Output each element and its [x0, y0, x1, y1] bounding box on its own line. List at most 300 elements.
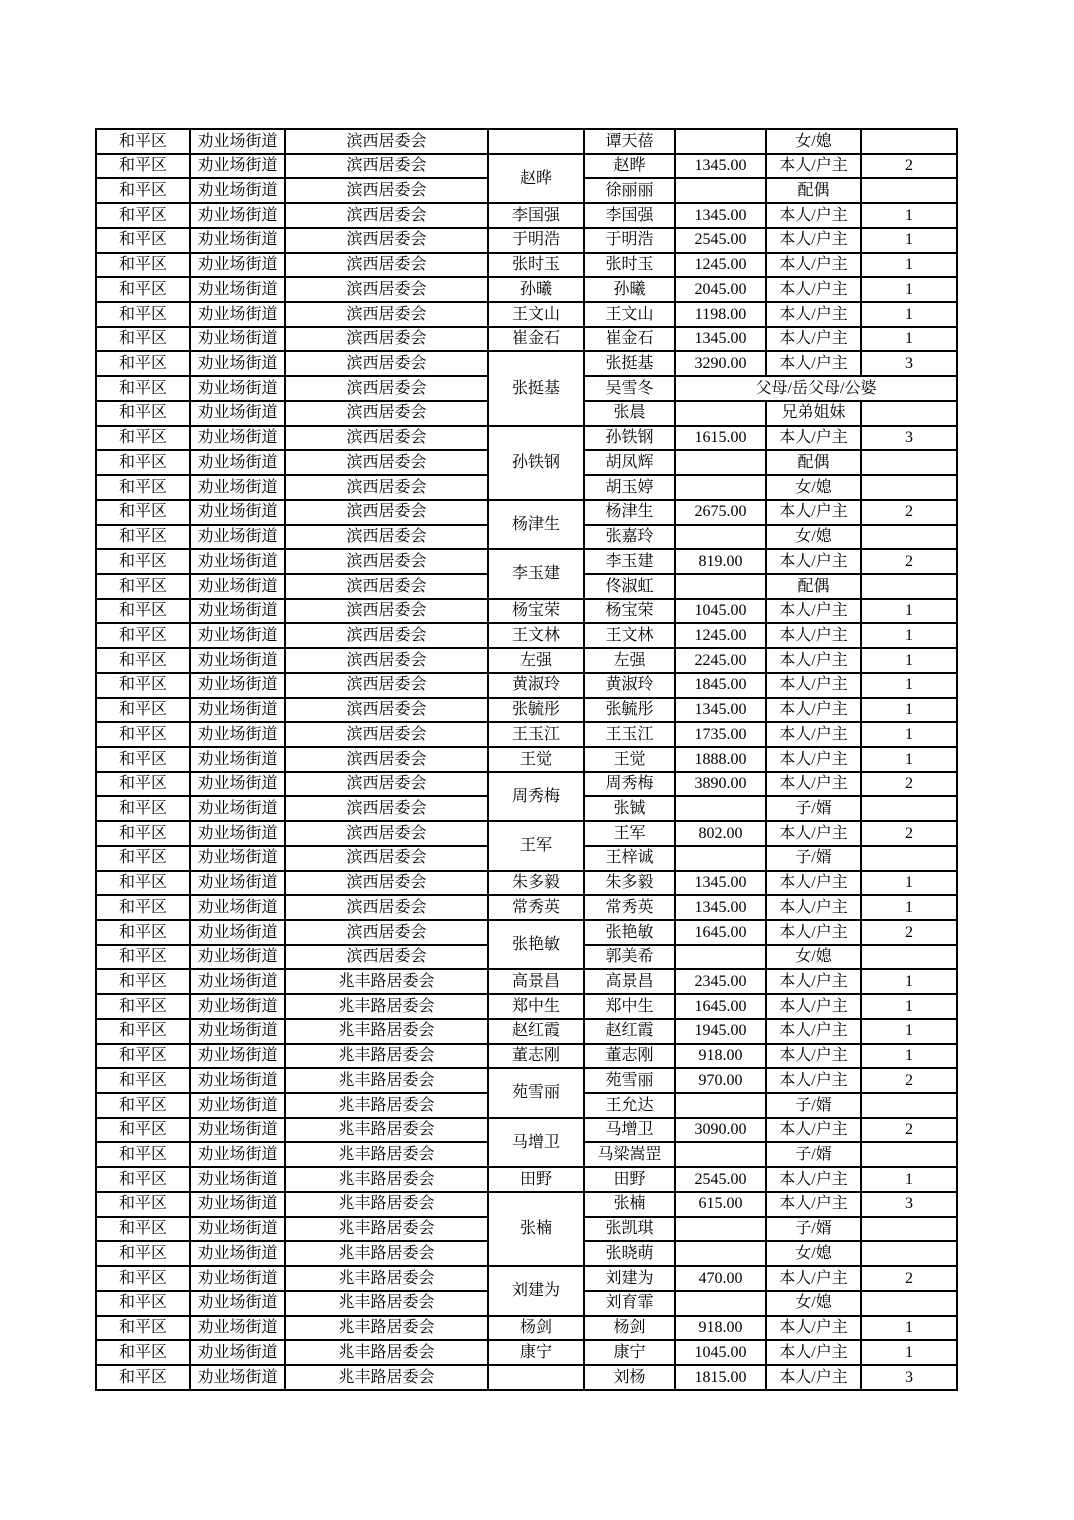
count-cell [861, 1291, 957, 1316]
committee-cell: 滨西居委会 [285, 154, 488, 179]
street-cell: 劝业场街道 [190, 969, 285, 994]
street-cell: 劝业场街道 [190, 1217, 285, 1242]
member-name-cell: 常秀英 [584, 895, 675, 920]
committee-cell: 兆丰路居委会 [285, 1093, 488, 1118]
district-cell: 和平区 [96, 450, 190, 475]
household-head-cell: 张毓彤 [488, 698, 584, 723]
household-head-cell: 常秀英 [488, 895, 584, 920]
district-cell: 和平区 [96, 1340, 190, 1365]
relation-cell: 女/媳 [766, 129, 861, 154]
amount-cell: 1345.00 [675, 895, 766, 920]
household-head-cell: 康宁 [488, 1340, 584, 1365]
district-cell: 和平区 [96, 1192, 190, 1217]
member-name-cell: 张挺基 [584, 351, 675, 376]
relation-cell: 本人/户主 [766, 698, 861, 723]
district-cell: 和平区 [96, 1019, 190, 1044]
committee-cell: 兆丰路居委会 [285, 1241, 488, 1266]
district-cell: 和平区 [96, 1118, 190, 1143]
amount-cell [675, 1093, 766, 1118]
amount-cell: 1945.00 [675, 1019, 766, 1044]
member-name-cell: 刘杨 [584, 1365, 675, 1390]
household-head-cell: 田野 [488, 1167, 584, 1192]
table-row [96, 969, 957, 994]
relation-cell: 本人/户主 [766, 1019, 861, 1044]
district-cell: 和平区 [96, 772, 190, 797]
table-row [96, 1365, 957, 1390]
amount-cell: 1845.00 [675, 673, 766, 698]
count-cell: 3 [861, 426, 957, 451]
member-name-cell: 刘建为 [584, 1266, 675, 1291]
street-cell: 劝业场街道 [190, 401, 285, 426]
committee-cell: 滨西居委会 [285, 450, 488, 475]
household-head-cell: 黄淑玲 [488, 673, 584, 698]
street-cell: 劝业场街道 [190, 426, 285, 451]
amount-cell: 1345.00 [675, 698, 766, 723]
district-cell: 和平区 [96, 1291, 190, 1316]
count-cell [861, 129, 957, 154]
amount-cell: 802.00 [675, 821, 766, 846]
member-name-cell: 郭美希 [584, 945, 675, 970]
count-cell [861, 1217, 957, 1242]
street-cell: 劝业场街道 [190, 846, 285, 871]
relation-cell: 女/媳 [766, 525, 861, 550]
amount-cell [675, 1142, 766, 1167]
member-name-cell: 李国强 [584, 203, 675, 228]
count-cell: 1 [861, 1340, 957, 1365]
street-cell: 劝业场街道 [190, 475, 285, 500]
table-row [96, 1019, 957, 1044]
district-cell: 和平区 [96, 994, 190, 1019]
member-name-cell: 张时玉 [584, 253, 675, 278]
district-cell: 和平区 [96, 871, 190, 896]
count-cell: 2 [861, 154, 957, 179]
relation-cell: 子/婿 [766, 1093, 861, 1118]
amount-cell [675, 1217, 766, 1242]
household-head-cell: 孙铁钢 [488, 426, 584, 500]
committee-cell: 滨西居委会 [285, 648, 488, 673]
table-row [96, 500, 957, 525]
street-cell: 劝业场街道 [190, 525, 285, 550]
member-name-cell: 胡凤辉 [584, 450, 675, 475]
amount-cell: 3090.00 [675, 1118, 766, 1143]
amount-cell [675, 945, 766, 970]
table-row [96, 549, 957, 574]
amount-cell: 1045.00 [675, 1340, 766, 1365]
member-name-cell: 朱多毅 [584, 871, 675, 896]
street-cell: 劝业场街道 [190, 1316, 285, 1341]
district-cell: 和平区 [96, 203, 190, 228]
table-row [96, 277, 957, 302]
committee-cell: 滨西居委会 [285, 228, 488, 253]
count-cell: 1 [861, 599, 957, 624]
relation-cell: 配偶 [766, 574, 861, 599]
member-name-cell: 吴雪冬 [584, 376, 675, 401]
district-cell: 和平区 [96, 1266, 190, 1291]
committee-cell: 滨西居委会 [285, 277, 488, 302]
district-cell: 和平区 [96, 648, 190, 673]
street-cell: 劝业场街道 [190, 920, 285, 945]
household-head-cell: 周秀梅 [488, 772, 584, 821]
amount-cell: 1345.00 [675, 871, 766, 896]
committee-cell: 滨西居委会 [285, 945, 488, 970]
member-name-cell: 孙铁钢 [584, 426, 675, 451]
committee-cell: 滨西居委会 [285, 549, 488, 574]
relation-cell: 女/媳 [766, 1241, 861, 1266]
relation-cell: 本人/户主 [766, 994, 861, 1019]
amount-cell [675, 129, 766, 154]
relation-cell: 本人/户主 [766, 500, 861, 525]
household-head-cell: 张挺基 [488, 351, 584, 425]
count-cell: 1 [861, 1044, 957, 1069]
member-name-cell: 张铖 [584, 796, 675, 821]
count-cell: 1 [861, 327, 957, 352]
committee-cell: 兆丰路居委会 [285, 1118, 488, 1143]
street-cell: 劝业场街道 [190, 994, 285, 1019]
street-cell: 劝业场街道 [190, 1019, 285, 1044]
relation-cell: 本人/户主 [766, 1044, 861, 1069]
amount-cell: 1245.00 [675, 253, 766, 278]
count-cell: 1 [861, 1316, 957, 1341]
committee-cell: 兆丰路居委会 [285, 1316, 488, 1341]
relation-cell: 本人/户主 [766, 1266, 861, 1291]
member-name-cell: 崔金石 [584, 327, 675, 352]
count-cell [861, 1241, 957, 1266]
member-name-cell: 王文山 [584, 302, 675, 327]
committee-cell: 滨西居委会 [285, 351, 488, 376]
street-cell: 劝业场街道 [190, 1093, 285, 1118]
table-row [96, 722, 957, 747]
household-head-cell: 高景昌 [488, 969, 584, 994]
count-cell: 1 [861, 203, 957, 228]
table-row [96, 772, 957, 797]
district-cell: 和平区 [96, 376, 190, 401]
member-name-cell: 高景昌 [584, 969, 675, 994]
district-cell: 和平区 [96, 796, 190, 821]
household-head-cell: 赵晔 [488, 154, 584, 203]
member-name-cell: 张晓萌 [584, 1241, 675, 1266]
street-cell: 劝业场街道 [190, 154, 285, 179]
member-name-cell: 周秀梅 [584, 772, 675, 797]
household-head-cell: 王觉 [488, 747, 584, 772]
member-name-cell: 徐丽丽 [584, 178, 675, 203]
committee-cell: 滨西居委会 [285, 623, 488, 648]
count-cell: 3 [861, 1192, 957, 1217]
table-row [96, 351, 957, 376]
district-cell: 和平区 [96, 945, 190, 970]
amount-cell: 1645.00 [675, 920, 766, 945]
district-cell: 和平区 [96, 549, 190, 574]
street-cell: 劝业场街道 [190, 895, 285, 920]
district-cell: 和平区 [96, 401, 190, 426]
household-head-cell: 王军 [488, 821, 584, 870]
relation-cell: 女/媳 [766, 475, 861, 500]
relation-merged-cell: 父母/岳父母/公婆 [675, 376, 957, 401]
member-name-cell: 佟淑虹 [584, 574, 675, 599]
relation-cell: 本人/户主 [766, 648, 861, 673]
street-cell: 劝业场街道 [190, 871, 285, 896]
committee-cell: 滨西居委会 [285, 796, 488, 821]
amount-cell: 2545.00 [675, 228, 766, 253]
committee-cell: 滨西居委会 [285, 203, 488, 228]
count-cell [861, 475, 957, 500]
count-cell: 1 [861, 253, 957, 278]
district-cell: 和平区 [96, 969, 190, 994]
amount-cell [675, 796, 766, 821]
amount-cell: 1345.00 [675, 327, 766, 352]
member-name-cell: 黄淑玲 [584, 673, 675, 698]
committee-cell: 滨西居委会 [285, 673, 488, 698]
member-name-cell: 于明浩 [584, 228, 675, 253]
member-name-cell: 王玉江 [584, 722, 675, 747]
relation-cell: 本人/户主 [766, 549, 861, 574]
district-cell: 和平区 [96, 1044, 190, 1069]
table-row [96, 1044, 957, 1069]
street-cell: 劝业场街道 [190, 698, 285, 723]
count-cell: 1 [861, 698, 957, 723]
amount-cell: 2045.00 [675, 277, 766, 302]
count-cell: 2 [861, 1118, 957, 1143]
table-row [96, 698, 957, 723]
count-cell: 1 [861, 228, 957, 253]
committee-cell: 滨西居委会 [285, 574, 488, 599]
relation-cell: 本人/户主 [766, 277, 861, 302]
count-cell [861, 796, 957, 821]
street-cell: 劝业场街道 [190, 945, 285, 970]
table-row [96, 302, 957, 327]
district-cell: 和平区 [96, 327, 190, 352]
committee-cell: 滨西居委会 [285, 895, 488, 920]
relation-cell: 本人/户主 [766, 1118, 861, 1143]
district-cell: 和平区 [96, 1142, 190, 1167]
member-name-cell: 王文林 [584, 623, 675, 648]
relation-cell: 子/婿 [766, 796, 861, 821]
member-name-cell: 王允达 [584, 1093, 675, 1118]
street-cell: 劝业场街道 [190, 203, 285, 228]
member-name-cell: 苑雪丽 [584, 1068, 675, 1093]
member-name-cell: 谭天蓓 [584, 129, 675, 154]
committee-cell: 兆丰路居委会 [285, 969, 488, 994]
committee-cell: 兆丰路居委会 [285, 1365, 488, 1390]
relation-cell: 本人/户主 [766, 228, 861, 253]
amount-cell: 2675.00 [675, 500, 766, 525]
relation-cell: 本人/户主 [766, 772, 861, 797]
district-cell: 和平区 [96, 722, 190, 747]
district-cell: 和平区 [96, 673, 190, 698]
committee-cell: 滨西居委会 [285, 475, 488, 500]
relation-cell: 本人/户主 [766, 1316, 861, 1341]
committee-cell: 兆丰路居委会 [285, 1019, 488, 1044]
committee-cell: 滨西居委会 [285, 599, 488, 624]
member-name-cell: 马梁嵩罡 [584, 1142, 675, 1167]
street-cell: 劝业场街道 [190, 673, 285, 698]
household-head-cell: 苑雪丽 [488, 1068, 584, 1117]
committee-cell: 滨西居委会 [285, 327, 488, 352]
count-cell: 1 [861, 895, 957, 920]
street-cell: 劝业场街道 [190, 351, 285, 376]
amount-cell: 819.00 [675, 549, 766, 574]
relation-cell: 本人/户主 [766, 1167, 861, 1192]
relation-cell: 本人/户主 [766, 302, 861, 327]
amount-cell [675, 1241, 766, 1266]
relation-cell: 本人/户主 [766, 154, 861, 179]
district-cell: 和平区 [96, 1068, 190, 1093]
district-cell: 和平区 [96, 525, 190, 550]
amount-cell [675, 1291, 766, 1316]
street-cell: 劝业场街道 [190, 1241, 285, 1266]
count-cell [861, 945, 957, 970]
district-cell: 和平区 [96, 1365, 190, 1390]
household-head-cell: 张时玉 [488, 253, 584, 278]
member-name-cell: 田野 [584, 1167, 675, 1192]
household-head-cell: 赵红霞 [488, 1019, 584, 1044]
table-row [96, 154, 957, 179]
committee-cell: 滨西居委会 [285, 401, 488, 426]
table-row [96, 599, 957, 624]
table-row [96, 747, 957, 772]
district-cell: 和平区 [96, 302, 190, 327]
count-cell: 2 [861, 500, 957, 525]
committee-cell: 滨西居委会 [285, 129, 488, 154]
count-cell [861, 1142, 957, 1167]
street-cell: 劝业场街道 [190, 277, 285, 302]
member-name-cell: 左强 [584, 648, 675, 673]
committee-cell: 滨西居委会 [285, 500, 488, 525]
relation-cell: 子/婿 [766, 1142, 861, 1167]
table-row [96, 1266, 957, 1291]
relation-cell: 本人/户主 [766, 920, 861, 945]
amount-cell: 1888.00 [675, 747, 766, 772]
member-name-cell: 杨津生 [584, 500, 675, 525]
amount-cell [675, 525, 766, 550]
member-name-cell: 杨宝荣 [584, 599, 675, 624]
member-name-cell: 康宁 [584, 1340, 675, 1365]
district-cell: 和平区 [96, 426, 190, 451]
relation-cell: 女/媳 [766, 945, 861, 970]
household-head-cell: 杨津生 [488, 500, 584, 549]
household-subsidy-table [95, 128, 958, 1391]
amount-cell: 1045.00 [675, 599, 766, 624]
district-cell: 和平区 [96, 895, 190, 920]
table-row [96, 253, 957, 278]
amount-cell: 3290.00 [675, 351, 766, 376]
member-name-cell: 郑中生 [584, 994, 675, 1019]
table-row [96, 228, 957, 253]
street-cell: 劝业场街道 [190, 1266, 285, 1291]
district-cell: 和平区 [96, 1167, 190, 1192]
count-cell: 3 [861, 351, 957, 376]
committee-cell: 兆丰路居委会 [285, 1142, 488, 1167]
count-cell: 1 [861, 302, 957, 327]
table-row [96, 871, 957, 896]
street-cell: 劝业场街道 [190, 722, 285, 747]
committee-cell: 滨西居委会 [285, 376, 488, 401]
district-cell: 和平区 [96, 747, 190, 772]
district-cell: 和平区 [96, 1316, 190, 1341]
district-cell: 和平区 [96, 574, 190, 599]
street-cell: 劝业场街道 [190, 1291, 285, 1316]
street-cell: 劝业场街道 [190, 450, 285, 475]
amount-cell: 1345.00 [675, 203, 766, 228]
street-cell: 劝业场街道 [190, 376, 285, 401]
street-cell: 劝业场街道 [190, 302, 285, 327]
committee-cell: 滨西居委会 [285, 302, 488, 327]
district-cell: 和平区 [96, 920, 190, 945]
relation-cell: 子/婿 [766, 846, 861, 871]
committee-cell: 滨西居委会 [285, 821, 488, 846]
table-row [96, 426, 957, 451]
district-cell: 和平区 [96, 475, 190, 500]
household-head-cell: 王玉江 [488, 722, 584, 747]
relation-cell: 兄弟姐妹 [766, 401, 861, 426]
committee-cell: 滨西居委会 [285, 722, 488, 747]
count-cell: 1 [861, 623, 957, 648]
committee-cell: 滨西居委会 [285, 698, 488, 723]
relation-cell: 配偶 [766, 450, 861, 475]
relation-cell: 本人/户主 [766, 1365, 861, 1390]
amount-cell [675, 450, 766, 475]
household-head-cell [488, 1365, 584, 1390]
count-cell: 1 [861, 722, 957, 747]
street-cell: 劝业场街道 [190, 772, 285, 797]
table-row [96, 895, 957, 920]
table-row [96, 1316, 957, 1341]
member-name-cell: 李玉建 [584, 549, 675, 574]
street-cell: 劝业场街道 [190, 821, 285, 846]
household-head-cell [488, 129, 584, 154]
committee-cell: 兆丰路居委会 [285, 994, 488, 1019]
count-cell: 1 [861, 648, 957, 673]
amount-cell: 918.00 [675, 1316, 766, 1341]
table-row [96, 1192, 957, 1217]
count-cell: 2 [861, 1266, 957, 1291]
committee-cell: 兆丰路居委会 [285, 1044, 488, 1069]
street-cell: 劝业场街道 [190, 253, 285, 278]
amount-cell: 970.00 [675, 1068, 766, 1093]
relation-cell: 本人/户主 [766, 1192, 861, 1217]
amount-cell: 1615.00 [675, 426, 766, 451]
count-cell [861, 401, 957, 426]
amount-cell [675, 401, 766, 426]
amount-cell: 470.00 [675, 1266, 766, 1291]
amount-cell [675, 475, 766, 500]
relation-cell: 女/媳 [766, 1291, 861, 1316]
street-cell: 劝业场街道 [190, 327, 285, 352]
relation-cell: 本人/户主 [766, 1340, 861, 1365]
amount-cell: 1815.00 [675, 1365, 766, 1390]
count-cell [861, 846, 957, 871]
household-head-cell: 董志刚 [488, 1044, 584, 1069]
table-row [96, 920, 957, 945]
table-row [96, 1167, 957, 1192]
household-head-cell: 李玉建 [488, 549, 584, 598]
household-head-cell: 左强 [488, 648, 584, 673]
street-cell: 劝业场街道 [190, 1068, 285, 1093]
committee-cell: 兆丰路居委会 [285, 1291, 488, 1316]
count-cell: 2 [861, 920, 957, 945]
household-head-cell: 马增卫 [488, 1118, 584, 1167]
district-cell: 和平区 [96, 178, 190, 203]
street-cell: 劝业场街道 [190, 1365, 285, 1390]
district-cell: 和平区 [96, 129, 190, 154]
amount-cell [675, 178, 766, 203]
member-name-cell: 赵红霞 [584, 1019, 675, 1044]
table-row [96, 327, 957, 352]
household-head-cell: 王文山 [488, 302, 584, 327]
member-name-cell: 张凯琪 [584, 1217, 675, 1242]
relation-cell: 本人/户主 [766, 426, 861, 451]
committee-cell: 滨西居委会 [285, 846, 488, 871]
street-cell: 劝业场街道 [190, 648, 285, 673]
